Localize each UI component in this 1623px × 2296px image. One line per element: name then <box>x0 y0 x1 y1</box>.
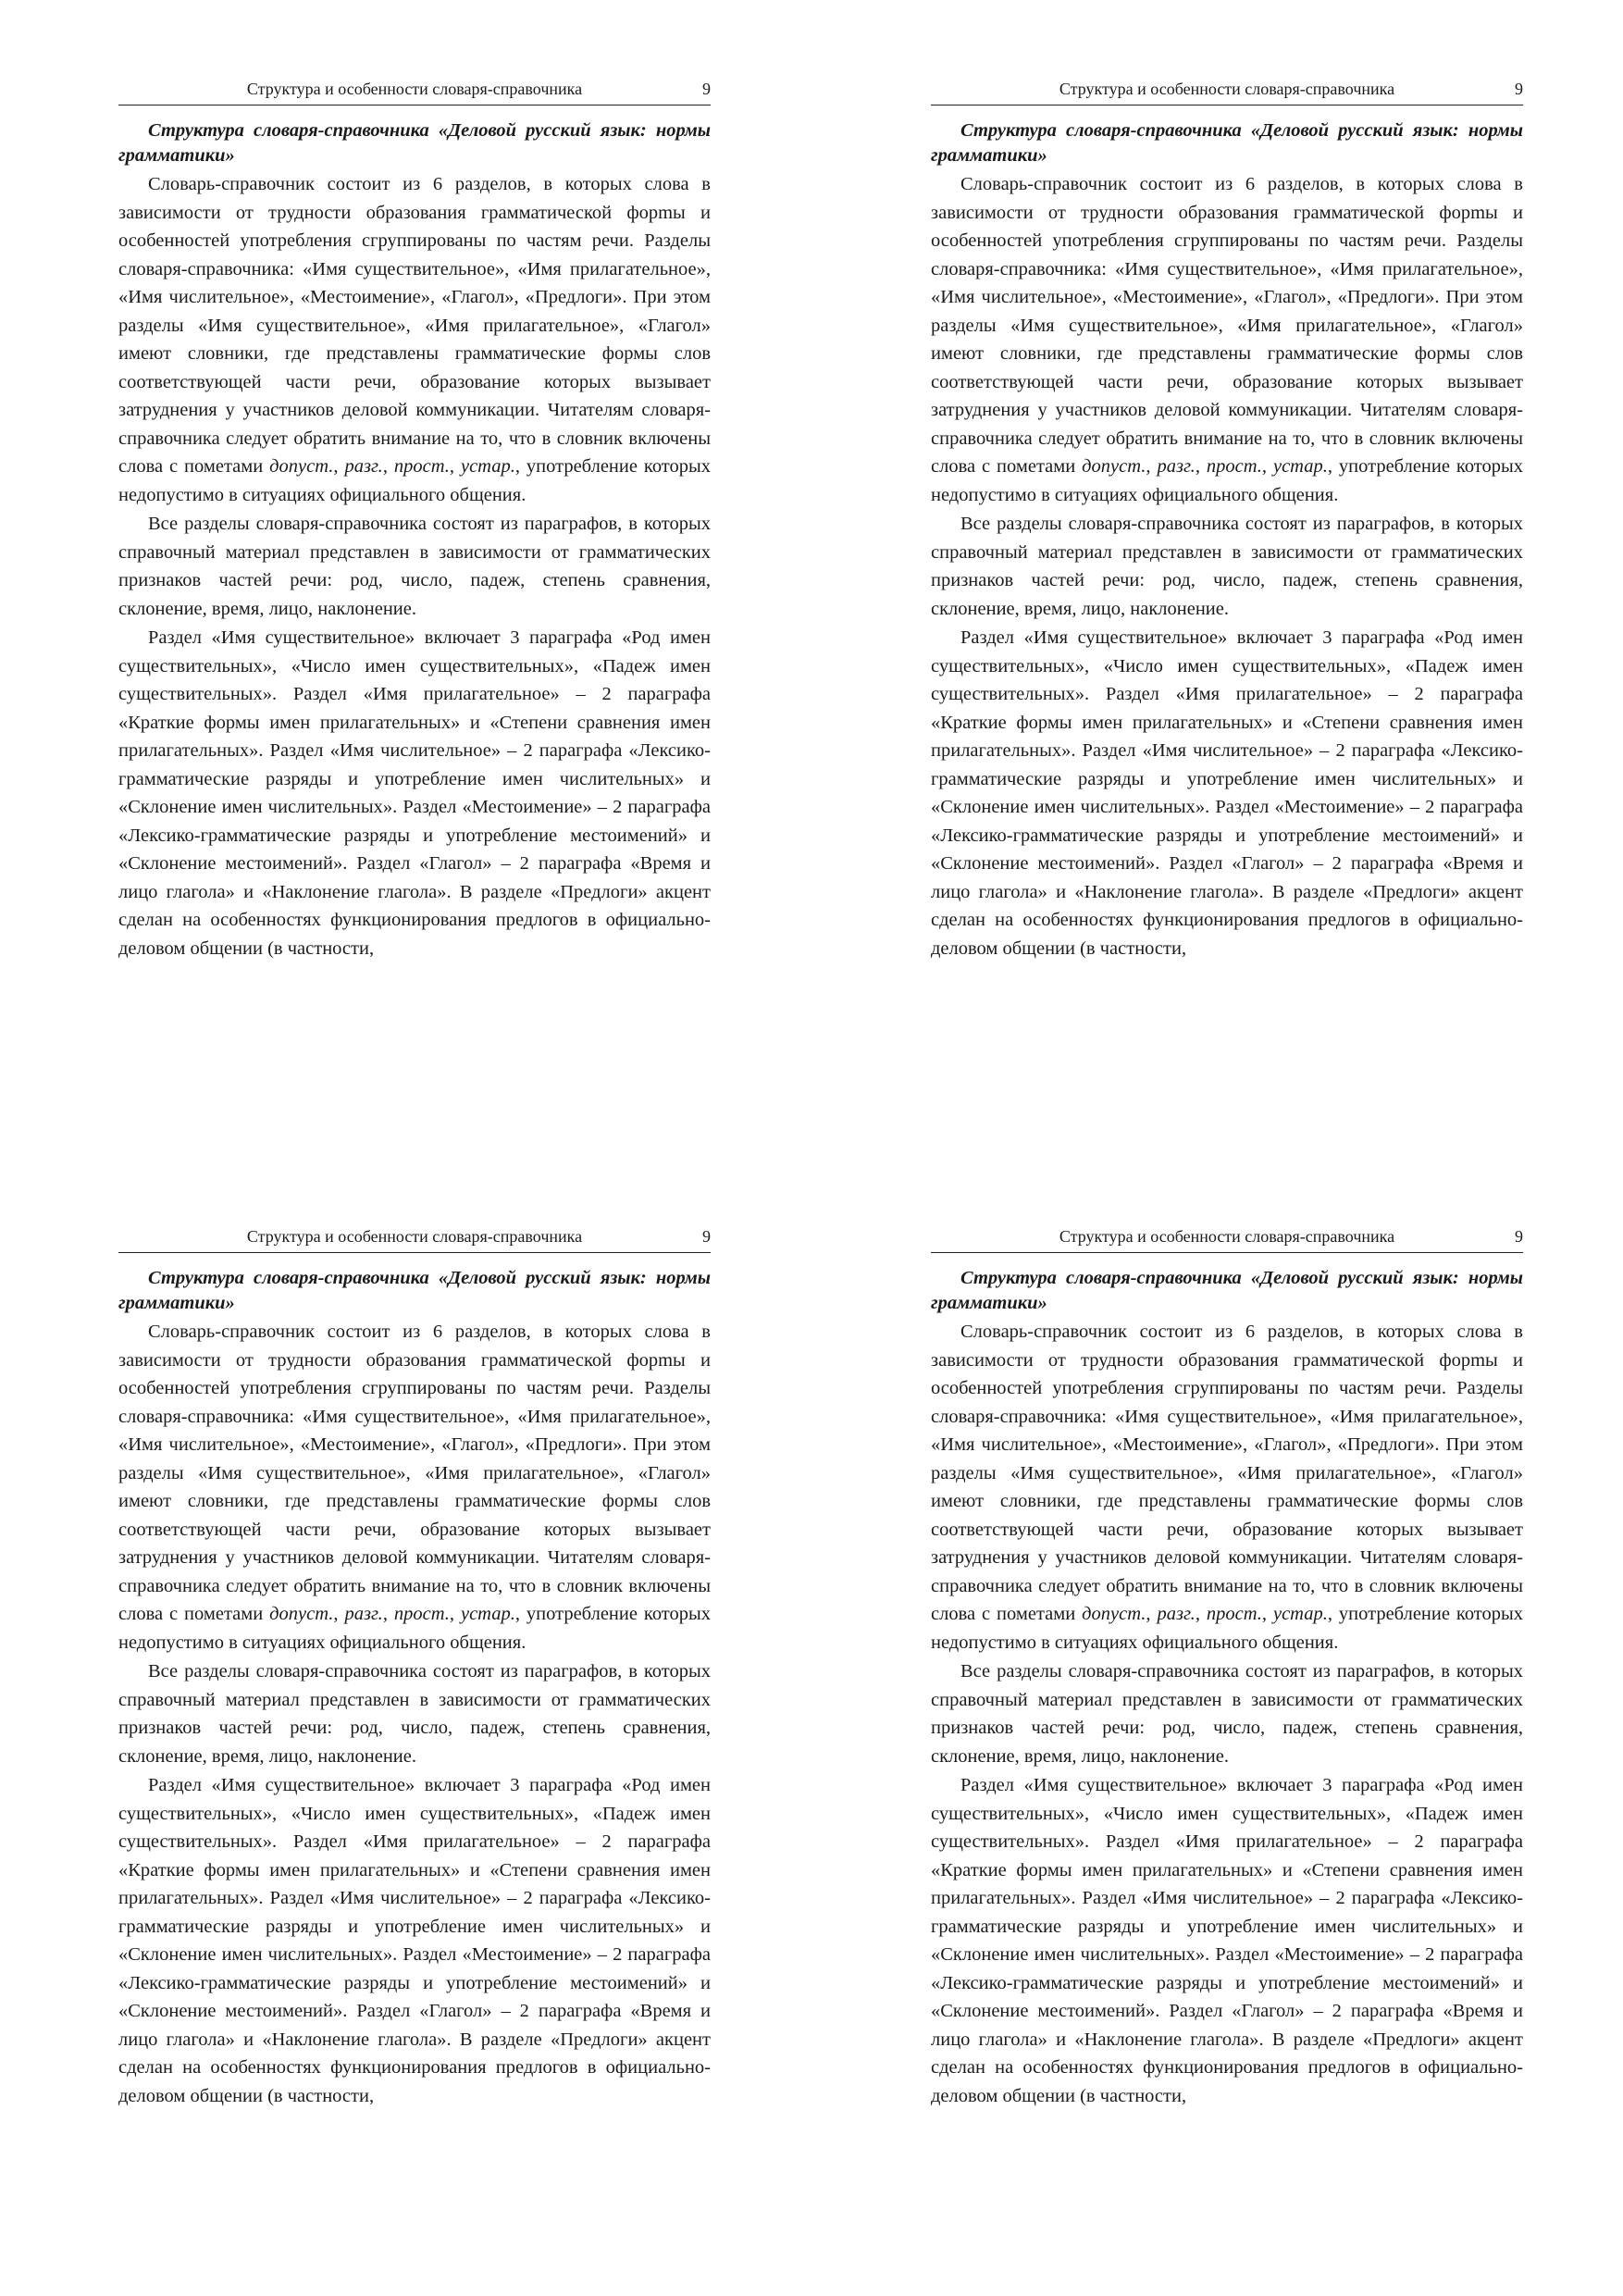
separator: , <box>1146 1604 1158 1624</box>
paragraph-1-text: Словарь-справочник состоит из 6 разделов, в которых слова в зависимости от трудности образования грамматической форmы и особенностей употребления сгруппированы по частям речи. Разделы словаря-справочника: «Имя существительное», «Имя прилагательное», «Имя числительное», «Местоимение», «Глагол», «Предлоги». При этом разделы «Имя существительное», «Имя прилагательное», «Глагол» имеют словники, где представлены грамматические формы слов соответствующей части речи, образование которых вызывает затруднения у участников деловой коммуникации. Читателям словаря-справочника следует обратить внимание на то, что в словник включены слова с пометами <box>931 1322 1523 1624</box>
page-number: 9 <box>702 1227 711 1246</box>
usage-mark: допуст. <box>1082 456 1146 477</box>
paragraph-1-text: Словарь-справочник состоит из 6 разделов, в которых слова в зависимости от трудности образования грамматической форmы и особенностей употребления сгруппированы по частям речи. Разделы словаря-справочника: «Имя существительное», «Имя прилагательное», «Имя числительное», «Местоимение», «Глагол», «Предлоги». При этом разделы «Имя существительное», «Имя прилагательное», «Глагол» имеют словники, где представлены грамматические формы слов соответствующей части речи, образование которых вызывает затруднения у участников деловой коммуникации. Читателям словаря-справочника следует обратить внимание на то, что в словник включены слова с пометами <box>931 174 1523 477</box>
running-head <box>931 76 1523 105</box>
paragraph-1-tail: , употребление которых недопустимо в ситуациях официального общения. <box>931 1604 1524 1653</box>
separator: , <box>1195 456 1207 477</box>
separator: , <box>449 1604 461 1624</box>
paragraph-1-text: Словарь-справочник состоит из 6 разделов, в которых слова в зависимости от трудности образования грамматической форmы и особенностей употребления сгруппированы по частям речи. Разделы словаря-справочника: «Имя существительное», «Имя прилагательное», «Имя числительное», «Местоимение», «Глагол», «Предлоги». При этом разделы «Имя существительное», «Имя прилагательное», «Глагол» имеют словники, где представлены грамматические формы слов соответствующей части речи, образование которых вызывает затруднения у участников деловой коммуникации. Читателям словаря-справочника следует обратить внимание на то, что в словник включены слова с пометами <box>118 1322 711 1624</box>
section-title: Структура словаря-справочника «Деловой русский язык: нормы грамматики» <box>118 120 711 166</box>
usage-mark: разг. <box>344 1604 383 1624</box>
separator: , <box>333 1604 345 1624</box>
paragraph-1-tail: , употребление которых недопустимо в ситуациях официального общения. <box>118 1604 712 1653</box>
paragraph-1-text: Словарь-справочник состоит из 6 разделов, в которых слова в зависимости от трудности образования грамматической форmы и особенностей употребления сгруппированы по частям речи. Разделы словаря-справочника: «Имя существительное», «Имя прилагательное», «Имя числительное», «Местоимение», «Глагол», «Предлоги». При этом разделы «Имя существительное», «Имя прилагательное», «Глагол» имеют словники, где представлены грамматические формы слов соответствующей части речи, образование которых вызывает затруднения у участников деловой коммуникации. Читателям словаря-справочника следует обратить внимание на то, что в словник включены слова с пометами <box>118 174 711 477</box>
paragraph-1 <box>931 170 1523 509</box>
paragraph-1 <box>931 1318 1523 1657</box>
page-bottom-left <box>118 1223 711 2110</box>
usage-mark: допуст. <box>1082 1604 1146 1624</box>
usage-mark: допуст. <box>269 456 334 477</box>
separator: , <box>382 456 394 477</box>
usage-mark: прост. <box>393 1604 450 1624</box>
page-top-right <box>931 76 1523 962</box>
paragraph-3: Раздел «Имя существительное» включает 3 параграфа «Род имен существительных», «Число имен существительных», «Падеж имен существительных». Раздел «Имя прилагательное» – 2 параграфа «Краткие формы имен прилагательных» и «Степени сравнения имен прилагательных». Раздел «Имя числительное» – 2 параграфа «Лексико-грамматические разряды и употребление имен числительных» и «Склонение имен числительных». Раздел «Местоимение» – 2 параграфа «Лексико-грамматические разряды и употребление местоимений» и «Склонение местоимений». Раздел «Глагол» – 2 параграфа «Время и лицо глагола» и «Наклонение глагола». В разделе «Предлоги» акцент сделан на особенностях функционирования предлогов в официально-деловом общении (в частности, <box>118 1775 711 2106</box>
paragraph-1 <box>118 170 711 509</box>
page-bottom-right <box>931 1223 1523 2110</box>
usage-mark: устар. <box>1272 1604 1328 1624</box>
paragraph-2: Все разделы словаря-справочника состоят из параграфов, в которых справочный материал представлен в зависимости от грамматических признаков частей речи: род, число, падеж, степень сравнения, склонение, время, лицо, наклонение. <box>118 1661 711 1767</box>
page-number: 9 <box>1515 80 1523 98</box>
section-title: Структура словаря-справочника «Деловой русский язык: нормы грамматики» <box>931 1268 1523 1313</box>
paragraph-1-tail: , употребление которых недопустимо в ситуациях официального общения. <box>118 456 712 505</box>
paragraph-1 <box>118 1318 711 1657</box>
separator: , <box>1195 1604 1207 1624</box>
separator: , <box>382 1604 394 1624</box>
usage-mark: разг. <box>1157 1604 1196 1624</box>
running-title: Структура и особенности словаря-справочника <box>1059 1227 1395 1246</box>
usage-mark: устар. <box>1272 456 1328 477</box>
separator: , <box>1146 456 1158 477</box>
usage-mark: устар. <box>460 456 515 477</box>
section-title: Структура словаря-справочника «Деловой русский язык: нормы грамматики» <box>931 120 1523 166</box>
running-head <box>931 1223 1523 1253</box>
separator: , <box>333 456 345 477</box>
paragraph-2: Все разделы словаря-справочника состоят из параграфов, в которых справочный материал представлен в зависимости от грамматических признаков частей речи: род, число, падеж, степень сравнения, склонение, время, лицо, наклонение. <box>931 514 1523 619</box>
separator: , <box>1261 1604 1273 1624</box>
page-number: 9 <box>702 80 711 98</box>
paragraph-3: Раздел «Имя существительное» включает 3 параграфа «Род имен существительных», «Число имен существительных», «Падеж имен существительных». Раздел «Имя прилагательное» – 2 параграфа «Краткие формы имен прилагательных» и «Степени сравнения имен прилагательных». Раздел «Имя числительное» – 2 параграфа «Лексико-грамматические разряды и употребление имен числительных» и «Склонение имен числительных». Раздел «Местоимение» – 2 параграфа «Лексико-грамматические разряды и употребление местоимений» и «Склонение местоимений». Раздел «Глагол» – 2 параграфа «Время и лицо глагола» и «Наклонение глагола». В разделе «Предлоги» акцент сделан на особенностях функционирования предлогов в официально-деловом общении (в частности, <box>931 627 1523 959</box>
usage-mark: разг. <box>344 456 383 477</box>
paragraph-2: Все разделы словаря-справочника состоят из параграфов, в которых справочный материал представлен в зависимости от грамматических признаков частей речи: род, число, падеж, степень сравнения, склонение, время, лицо, наклонение. <box>931 1661 1523 1767</box>
separator: , <box>449 456 461 477</box>
paragraph-1-tail: , употребление которых недопустимо в ситуациях официального общения. <box>931 456 1524 505</box>
running-title: Структура и особенности словаря-справочника <box>1059 80 1395 98</box>
usage-mark: разг. <box>1157 456 1196 477</box>
paragraph-2: Все разделы словаря-справочника состоят из параграфов, в которых справочный материал представлен в зависимости от грамматических признаков частей речи: род, число, падеж, степень сравнения, склонение, время, лицо, наклонение. <box>118 514 711 619</box>
page-number: 9 <box>1515 1227 1523 1246</box>
separator: , <box>1261 456 1273 477</box>
usage-mark: прост. <box>393 456 450 477</box>
page-top-left <box>118 76 711 962</box>
paragraph-3: Раздел «Имя существительное» включает 3 параграфа «Род имен существительных», «Число имен существительных», «Падеж имен существительных». Раздел «Имя прилагательное» – 2 параграфа «Краткие формы имен прилагательных» и «Степени сравнения имен прилагательных». Раздел «Имя числительное» – 2 параграфа «Лексико-грамматические разряды и употребление имен числительных» и «Склонение имен числительных». Раздел «Местоимение» – 2 параграфа «Лексико-грамматические разряды и употребление местоимений» и «Склонение местоимений». Раздел «Глагол» – 2 параграфа «Время и лицо глагола» и «Наклонение глагола». В разделе «Предлоги» акцент сделан на особенностях функционирования предлогов в официально-деловом общении (в частности, <box>931 1775 1523 2106</box>
usage-mark: прост. <box>1206 1604 1262 1624</box>
usage-mark: прост. <box>1206 456 1262 477</box>
usage-mark: допуст. <box>269 1604 334 1624</box>
running-head <box>118 1223 711 1253</box>
running-head <box>118 76 711 105</box>
running-title: Структура и особенности словаря-справочника <box>246 1227 583 1246</box>
usage-mark: устар. <box>460 1604 515 1624</box>
paragraph-3: Раздел «Имя существительное» включает 3 параграфа «Род имен существительных», «Число имен существительных», «Падеж имен существительных». Раздел «Имя прилагательное» – 2 параграфа «Краткие формы имен прилагательных» и «Степени сравнения имен прилагательных». Раздел «Имя числительное» – 2 параграфа «Лексико-грамматические разряды и употребление имен числительных» и «Склонение имен числительных». Раздел «Местоимение» – 2 параграфа «Лексико-грамматические разряды и употребление местоимений» и «Склонение местоимений». Раздел «Глагол» – 2 параграфа «Время и лицо глагола» и «Наклонение глагола». В разделе «Предлоги» акцент сделан на особенностях функционирования предлогов в официально-деловом общении (в частности, <box>118 627 711 959</box>
running-title: Структура и особенности словаря-справочника <box>246 80 583 98</box>
section-title: Структура словаря-справочника «Деловой русский язык: нормы грамматики» <box>118 1268 711 1313</box>
